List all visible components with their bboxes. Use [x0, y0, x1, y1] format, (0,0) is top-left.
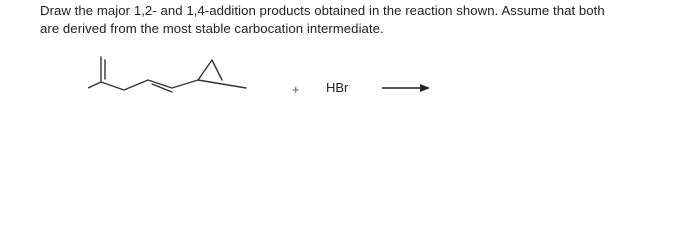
reaction-arrow-icon	[382, 82, 432, 94]
question-line-1: Draw the major 1,2- and 1,4-addition products obtained in the reaction shown. Assume that both	[40, 3, 605, 18]
question-line-2: are derived from the most stable carbocation intermediate.	[40, 21, 384, 36]
question-text	[40, 2, 690, 38]
diene-structure-icon	[88, 52, 278, 94]
reagent-label: HBr	[326, 80, 349, 95]
plus-sign: +	[292, 82, 300, 97]
